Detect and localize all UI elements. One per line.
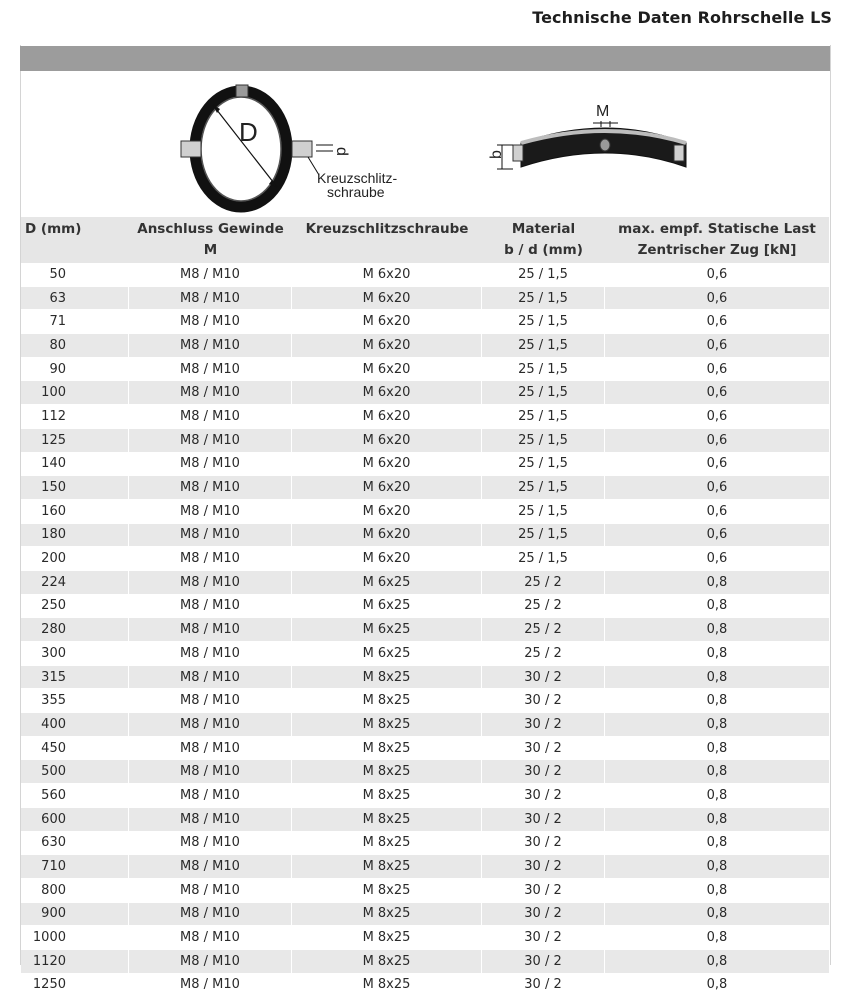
cell-material: 25 / 1,5: [482, 287, 605, 311]
cell-diameter: 100: [21, 381, 129, 405]
table-row: [21, 453, 829, 477]
pipe-clamp-drawing: [21, 71, 829, 217]
table-row: [21, 381, 829, 405]
cell-thread: M8 / M10: [129, 926, 292, 950]
table-row: [21, 500, 829, 524]
header-load: max. empf. Statische Last Zentrischer Zug [kN]: [605, 217, 829, 263]
cell-thread: M8 / M10: [129, 832, 292, 856]
cell-thread: M8 / M10: [129, 476, 292, 500]
cell-screw: M 6x25: [292, 571, 482, 595]
cell-screw: M 8x25: [292, 974, 482, 997]
cell-load: 0,6: [605, 476, 829, 500]
cell-screw: M 6x20: [292, 500, 482, 524]
table-row: [21, 855, 829, 879]
table-row: [21, 689, 829, 713]
cell-diameter: 63: [21, 287, 129, 311]
table-row: [21, 524, 829, 548]
cell-load: 0,6: [605, 381, 829, 405]
cell-thread: M8 / M10: [129, 524, 292, 548]
table-header-row: [21, 217, 829, 263]
cell-load: 0,8: [605, 642, 829, 666]
cell-screw: M 6x20: [292, 524, 482, 548]
cell-load: 0,8: [605, 689, 829, 713]
header-thread: Anschluss Gewinde M: [129, 217, 292, 263]
cell-thread: M8 / M10: [129, 453, 292, 477]
cell-diameter: 500: [21, 760, 129, 784]
cell-diameter: 50: [21, 263, 129, 287]
cell-load: 0,8: [605, 784, 829, 808]
specs-table: [21, 217, 829, 997]
cell-thread: M8 / M10: [129, 429, 292, 453]
cell-diameter: 224: [21, 571, 129, 595]
cell-load: 0,8: [605, 666, 829, 690]
cell-diameter: 1250: [21, 974, 129, 997]
cell-material: 25 / 1,5: [482, 310, 605, 334]
table-row: [21, 666, 829, 690]
cell-material: 25 / 1,5: [482, 334, 605, 358]
cell-diameter: 125: [21, 429, 129, 453]
table-body: [21, 263, 829, 997]
cell-thread: M8 / M10: [129, 547, 292, 571]
cell-screw: M 6x25: [292, 595, 482, 619]
cell-diameter: 140: [21, 453, 129, 477]
table-row: [21, 571, 829, 595]
cell-thread: M8 / M10: [129, 737, 292, 761]
cell-material: 25 / 2: [482, 571, 605, 595]
cell-diameter: 250: [21, 595, 129, 619]
cell-thread: M8 / M10: [129, 808, 292, 832]
cell-material: 25 / 1,5: [482, 358, 605, 382]
cell-screw: M 8x25: [292, 879, 482, 903]
cell-load: 0,6: [605, 405, 829, 429]
cell-screw: M 8x25: [292, 784, 482, 808]
table-row: [21, 334, 829, 358]
cell-diameter: 1120: [21, 950, 129, 974]
table-row: [21, 547, 829, 571]
cell-material: 30 / 2: [482, 760, 605, 784]
cell-load: 0,6: [605, 429, 829, 453]
cell-load: 0,8: [605, 571, 829, 595]
cell-screw: M 8x25: [292, 760, 482, 784]
cell-material: 30 / 2: [482, 832, 605, 856]
cell-screw: M 6x20: [292, 287, 482, 311]
cell-diameter: 560: [21, 784, 129, 808]
cell-material: 30 / 2: [482, 713, 605, 737]
cell-thread: M8 / M10: [129, 855, 292, 879]
cell-material: 30 / 2: [482, 926, 605, 950]
cell-diameter: 80: [21, 334, 129, 358]
cell-material: 25 / 1,5: [482, 524, 605, 548]
cell-load: 0,6: [605, 287, 829, 311]
cell-load: 0,6: [605, 334, 829, 358]
cell-load: 0,6: [605, 524, 829, 548]
cell-thread: M8 / M10: [129, 618, 292, 642]
table-row: [21, 737, 829, 761]
cell-diameter: 710: [21, 855, 129, 879]
cell-screw: M 6x25: [292, 642, 482, 666]
cell-screw: M 8x25: [292, 903, 482, 927]
cell-material: 25 / 1,5: [482, 453, 605, 477]
cell-material: 25 / 2: [482, 642, 605, 666]
screw-label-line1: Kreuzschlitz-: [317, 170, 398, 186]
table-row: [21, 713, 829, 737]
cell-material: 25 / 1,5: [482, 429, 605, 453]
cell-diameter: 280: [21, 618, 129, 642]
cell-material: 30 / 2: [482, 974, 605, 997]
cell-load: 0,8: [605, 595, 829, 619]
cell-material: 30 / 2: [482, 855, 605, 879]
cell-material: 25 / 2: [482, 618, 605, 642]
cell-diameter: 800: [21, 879, 129, 903]
table-row: [21, 903, 829, 927]
cell-screw: M 8x25: [292, 689, 482, 713]
cell-load: 0,6: [605, 500, 829, 524]
cell-load: 0,8: [605, 903, 829, 927]
cell-screw: M 6x20: [292, 310, 482, 334]
cell-material: 25 / 1,5: [482, 381, 605, 405]
cell-thread: M8 / M10: [129, 358, 292, 382]
cell-thread: M8 / M10: [129, 595, 292, 619]
cell-thread: M8 / M10: [129, 500, 292, 524]
cell-thread: M8 / M10: [129, 713, 292, 737]
cell-material: 30 / 2: [482, 879, 605, 903]
diameter-label: D: [239, 117, 258, 147]
cell-diameter: 900: [21, 903, 129, 927]
cell-thread: M8 / M10: [129, 642, 292, 666]
d-label: d: [333, 147, 350, 156]
cell-diameter: 630: [21, 832, 129, 856]
cell-material: 30 / 2: [482, 689, 605, 713]
cell-diameter: 71: [21, 310, 129, 334]
cell-screw: M 6x20: [292, 381, 482, 405]
cell-diameter: 90: [21, 358, 129, 382]
cell-material: 25 / 1,5: [482, 500, 605, 524]
cell-load: 0,8: [605, 879, 829, 903]
table-row: [21, 974, 829, 997]
cell-thread: M8 / M10: [129, 974, 292, 997]
cell-material: 25 / 1,5: [482, 263, 605, 287]
cell-diameter: 1000: [21, 926, 129, 950]
table-row: [21, 808, 829, 832]
table-row: [21, 760, 829, 784]
table-row: [21, 926, 829, 950]
cell-thread: M8 / M10: [129, 310, 292, 334]
table-row: [21, 642, 829, 666]
cell-load: 0,8: [605, 713, 829, 737]
cell-load: 0,8: [605, 832, 829, 856]
cell-material: 25 / 1,5: [482, 405, 605, 429]
table-row: [21, 429, 829, 453]
cell-diameter: 200: [21, 547, 129, 571]
cell-screw: M 8x25: [292, 950, 482, 974]
cell-screw: M 8x25: [292, 666, 482, 690]
cell-thread: M8 / M10: [129, 879, 292, 903]
page-title: Technische Daten Rohrschelle LS: [532, 8, 832, 27]
header-material: Material b / d (mm): [482, 217, 605, 263]
cell-thread: M8 / M10: [129, 784, 292, 808]
table-row: [21, 287, 829, 311]
cell-screw: M 6x20: [292, 429, 482, 453]
cell-diameter: 450: [21, 737, 129, 761]
cell-screw: M 6x20: [292, 334, 482, 358]
cell-material: 30 / 2: [482, 666, 605, 690]
table-row: [21, 358, 829, 382]
cell-thread: M8 / M10: [129, 903, 292, 927]
cell-diameter: 300: [21, 642, 129, 666]
table-row: [21, 476, 829, 500]
b-label: b: [488, 150, 505, 159]
cell-material: 25 / 1,5: [482, 476, 605, 500]
cell-load: 0,8: [605, 950, 829, 974]
cell-material: 30 / 2: [482, 950, 605, 974]
table-row: [21, 310, 829, 334]
cell-thread: M8 / M10: [129, 381, 292, 405]
cell-thread: M8 / M10: [129, 760, 292, 784]
cell-diameter: 355: [21, 689, 129, 713]
cell-material: 30 / 2: [482, 808, 605, 832]
table-row: [21, 405, 829, 429]
cell-material: 30 / 2: [482, 903, 605, 927]
cell-load: 0,8: [605, 974, 829, 997]
cell-thread: M8 / M10: [129, 287, 292, 311]
cell-screw: M 6x20: [292, 476, 482, 500]
cell-load: 0,8: [605, 760, 829, 784]
cell-load: 0,8: [605, 926, 829, 950]
cell-material: 25 / 2: [482, 595, 605, 619]
cell-thread: M8 / M10: [129, 263, 292, 287]
cell-screw: M 6x20: [292, 453, 482, 477]
table-row: [21, 879, 829, 903]
cell-material: 30 / 2: [482, 784, 605, 808]
cell-diameter: 600: [21, 808, 129, 832]
cell-diameter: 150: [21, 476, 129, 500]
cell-load: 0,6: [605, 310, 829, 334]
cell-diameter: 180: [21, 524, 129, 548]
screw-label-line2: schraube: [327, 184, 385, 200]
m-label: M: [596, 103, 610, 120]
cell-material: 30 / 2: [482, 737, 605, 761]
table-row: [21, 618, 829, 642]
clamp-side-view: [488, 103, 686, 169]
clamp-front-view: [181, 85, 397, 207]
cell-thread: M8 / M10: [129, 405, 292, 429]
cell-screw: M 8x25: [292, 808, 482, 832]
cell-load: 0,8: [605, 855, 829, 879]
header-bar: [20, 46, 830, 71]
cell-screw: M 6x20: [292, 263, 482, 287]
cell-screw: M 6x20: [292, 547, 482, 571]
cell-diameter: 400: [21, 713, 129, 737]
table-row: [21, 595, 829, 619]
cell-load: 0,8: [605, 808, 829, 832]
cell-load: 0,6: [605, 547, 829, 571]
cell-screw: M 8x25: [292, 832, 482, 856]
cell-thread: M8 / M10: [129, 571, 292, 595]
cell-screw: M 6x20: [292, 405, 482, 429]
cell-diameter: 160: [21, 500, 129, 524]
cell-diameter: 112: [21, 405, 129, 429]
cell-thread: M8 / M10: [129, 950, 292, 974]
cell-load: 0,6: [605, 263, 829, 287]
table-row: [21, 950, 829, 974]
header-diameter: D (mm): [21, 217, 129, 263]
table-row: [21, 263, 829, 287]
cell-thread: M8 / M10: [129, 334, 292, 358]
cell-thread: M8 / M10: [129, 689, 292, 713]
cell-screw: M 6x25: [292, 618, 482, 642]
header-screw: Kreuzschlitzschraube: [292, 217, 482, 263]
cell-screw: M 8x25: [292, 737, 482, 761]
cell-diameter: 315: [21, 666, 129, 690]
cell-load: 0,8: [605, 737, 829, 761]
cell-screw: M 8x25: [292, 855, 482, 879]
cell-material: 25 / 1,5: [482, 547, 605, 571]
cell-load: 0,6: [605, 453, 829, 477]
table-row: [21, 832, 829, 856]
cell-screw: M 8x25: [292, 926, 482, 950]
cell-thread: M8 / M10: [129, 666, 292, 690]
cell-screw: M 6x20: [292, 358, 482, 382]
cell-load: 0,6: [605, 358, 829, 382]
cell-load: 0,8: [605, 618, 829, 642]
cell-screw: M 8x25: [292, 713, 482, 737]
table-row: [21, 784, 829, 808]
